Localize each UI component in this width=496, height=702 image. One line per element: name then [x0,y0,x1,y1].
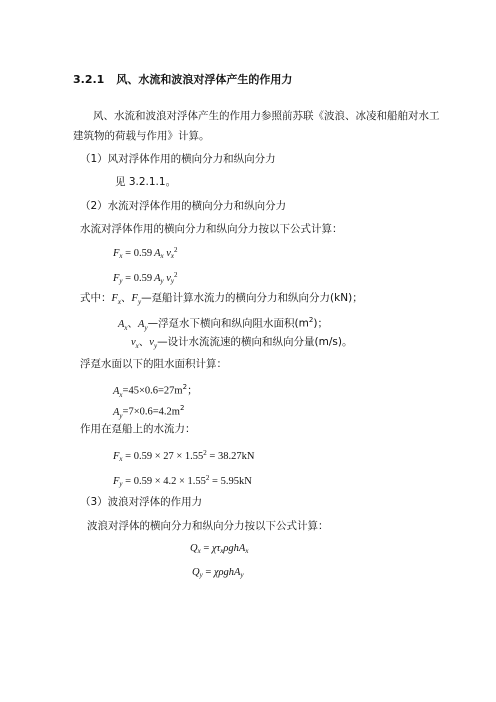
where-line-1: 式中：$F_x$、$F_y—$趸船计算水流力的横向分力和纵向分力(kN)； [80,292,363,307]
force-intro: 作用在趸船上的水流力： [80,423,196,435]
area-x-end: ； [187,384,198,397]
formula-qy: $Q_y = \chi\rho ghA_y$ [192,567,244,579]
area-intro: 浮趸水面以下的阻水面积计算： [80,358,227,370]
item1-heading: （1）风对浮体作用的横向分力和纵向分力 [80,153,276,165]
formula-qx: $Q_x = \chi\tau_x\rho ghA_x$ [190,543,249,555]
section-heading [73,73,292,87]
section-title: 风、水流和波浪对浮体产生的作用力 [116,73,293,86]
where-line-2: $A_x$、$A_y—$浮趸水下横向和纵向阻水面积$(m^2)$； [118,316,328,332]
force-x-line: $F_x = 0.59 \times 27 \times 1.55^2 = 38.27kN$ [113,449,255,463]
item1-text: 见 3.2.1.1。 [115,176,177,188]
section-number: 3.2.1 [73,73,105,86]
force-y-line: $F_y = 0.59 \times 4.2 \times 1.55^2 = 5.95kN$ [113,474,252,488]
force-y: = 0.59 × 4.2 × 1.55 [125,476,206,487]
area-x-line: $A_x=45\times 0.6=27m^2$； [113,383,198,399]
where2-end: )； [313,317,328,330]
where-line-3: $v_x$、$v_y—$设计水流流速的横向和纵向分量(m/s)。 [131,336,353,351]
where2-text: —浮趸水下横向和纵向阻水面积(m [147,317,309,330]
formula-fy: $F_y = 0.59$ $A_y$ $v_y^2$ [113,271,178,285]
force-y-result: = 5.95kN [209,476,252,487]
area-x: =45×0.6=27m [122,385,183,397]
where3-text: —设计水流流速的横向和纵向分量(m/s)。 [157,336,353,348]
area-y-line: $A_y=7\times 0.6=4.2m^2$ [113,404,185,420]
force-x-result: = 38.27kN [206,451,255,462]
where-label: 式中： [80,292,112,304]
formula-fx: $F_x = 0.59$ $A_x$ $v_x^2$ [113,246,178,260]
intro-line-1: 风、水流和波浪对浮体产生的作用力参照前苏联《波浪、冰凌和船舶对水工 [93,110,440,122]
item2-intro: 水流对浮体作用的横向分力和纵向分力按以下公式计算： [80,223,343,235]
item3-heading: （3）波浪对浮体的作用力 [80,496,203,508]
item3-intro: 波浪对浮体的横向分力和纵向分力按以下公式计算： [87,520,329,532]
area-y: =7×0.6=4.2m [122,406,180,418]
item2-heading: （2）水流对浮体作用的横向分力和纵向分力 [80,200,287,212]
intro-line-2: 建筑物的荷载与作用》计算。 [73,130,210,142]
where1-text: —趸船计算水流力的横向分力和纵向分力(kN)； [141,292,363,304]
force-x: = 0.59 × 27 × 1.55 [125,451,204,462]
